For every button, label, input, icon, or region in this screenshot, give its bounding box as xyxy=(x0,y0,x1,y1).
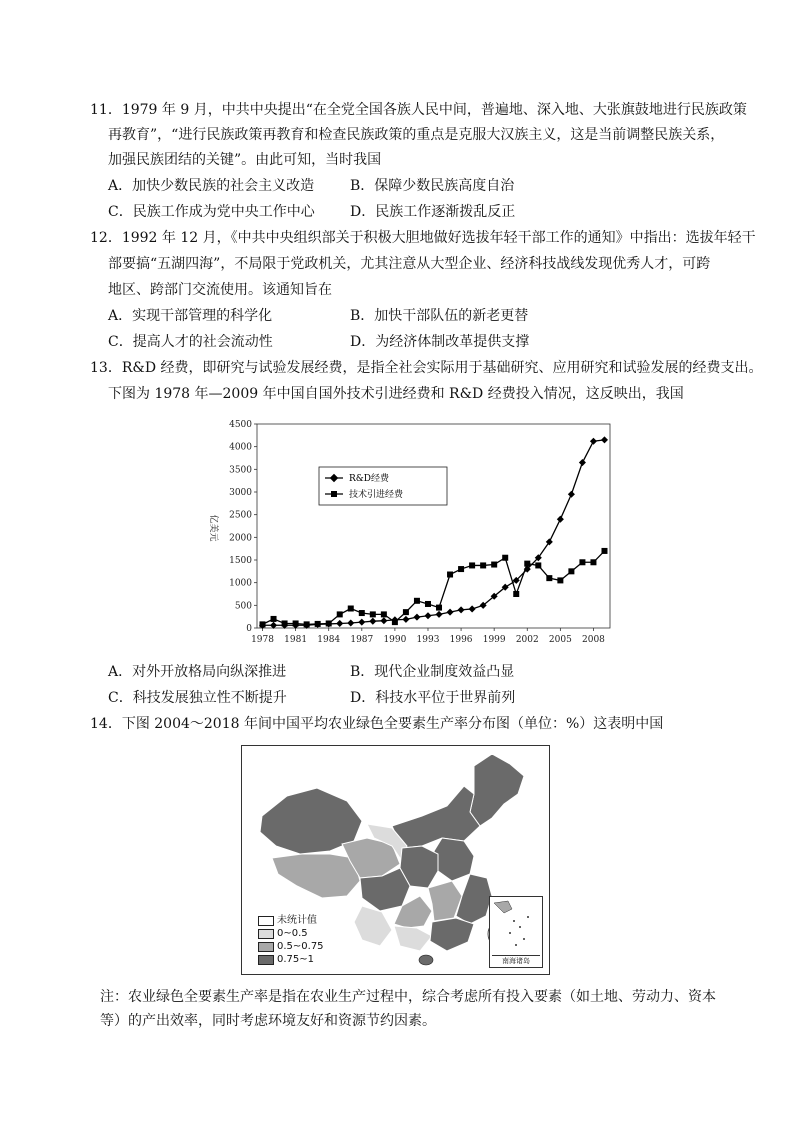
tech-point xyxy=(535,562,541,568)
rd-point xyxy=(458,606,465,613)
legend-label-2: 0.5~0.75 xyxy=(277,941,324,952)
rd-point xyxy=(413,614,420,621)
tech-point xyxy=(546,575,552,581)
tech-point xyxy=(403,609,409,615)
region-east-coast xyxy=(456,874,492,924)
q11-stem-line3: 加强民族团结的关键”。由此可知，当时我国 xyxy=(108,152,382,168)
tech-point xyxy=(282,620,288,626)
q14-note-line1: 注：农业绿色全要素生产率是指在农业生产过程中，综合考虑所有投入要素（如土地、劳动力、资本 xyxy=(100,989,716,1005)
chart-legend xyxy=(319,467,447,505)
tech-point xyxy=(579,559,585,565)
rd-chart xyxy=(195,410,625,655)
tech-point xyxy=(304,621,310,627)
inset-label: 南海诸岛 xyxy=(492,955,540,966)
x-tick-label: 1984 xyxy=(317,635,341,645)
x-tick-label: 1987 xyxy=(350,635,374,645)
legend-swatch-3 xyxy=(258,955,274,965)
rd-point xyxy=(435,611,442,618)
rd-point xyxy=(601,436,608,443)
tech-point xyxy=(293,620,299,626)
region-guangdong xyxy=(430,918,474,951)
china-map xyxy=(241,745,550,975)
tech-point xyxy=(568,568,574,574)
rd-point xyxy=(579,459,586,466)
region-northeast xyxy=(470,754,524,826)
tech-point xyxy=(524,561,530,567)
region-inner-mongolia xyxy=(392,786,480,848)
y-tick-label: 4500 xyxy=(229,420,252,430)
x-tick-label: 2008 xyxy=(582,635,605,645)
rd-chart-svg xyxy=(195,410,625,655)
x-tick-label: 1999 xyxy=(482,635,506,645)
y-tick-label: 2500 xyxy=(229,510,252,521)
rd-point xyxy=(402,616,409,623)
q12-option-c: C．提高人才的社会流动性 xyxy=(108,334,273,350)
tech-point xyxy=(590,559,596,565)
x-tick-label: 1981 xyxy=(284,635,308,645)
region-hainan xyxy=(419,955,433,965)
inset-svg xyxy=(490,897,542,955)
legend-tech: 技术引进经费 xyxy=(349,490,404,500)
y-axis-label: 亿美元 xyxy=(208,514,218,542)
tech-point xyxy=(601,548,607,554)
tech-point xyxy=(425,601,431,607)
tech-point xyxy=(513,591,519,597)
x-tick-label: 1978 xyxy=(251,635,274,645)
q11-stem-line1: 11．1979 年 9 月，中共中央提出“在全党全国各族人民中间，普遍地、深入地、大张旗鼓地进行民族政策 xyxy=(90,102,747,118)
y-tick-label: 3000 xyxy=(229,488,252,498)
y-tick-label: 1500 xyxy=(229,556,252,566)
x-tick-label: 2005 xyxy=(548,635,572,645)
y-tick-label: 1000 xyxy=(229,578,252,589)
legend-swatch-1 xyxy=(258,929,274,939)
legend-swatch-2 xyxy=(258,942,274,952)
rd-point xyxy=(347,619,354,626)
legend-label-1: 0~0.5 xyxy=(277,928,308,939)
legend-rd: R&D经费 xyxy=(349,474,390,484)
y-tick-label: 500 xyxy=(234,601,252,612)
y-tick-label: 2000 xyxy=(229,533,252,544)
legend-row-high xyxy=(258,953,324,966)
tech-point xyxy=(348,606,354,612)
q13-option-d: D．科技水平位于世界前列 xyxy=(350,690,516,706)
region-yunnan xyxy=(354,906,392,946)
south-china-sea-inset xyxy=(489,896,543,968)
tech-point xyxy=(491,562,497,568)
rd-point xyxy=(380,617,387,624)
q11-option-b: B．保障少数民族高度自治 xyxy=(350,178,515,194)
rd-point xyxy=(557,516,564,523)
tech-point xyxy=(557,577,563,583)
q11-option-d: D．民族工作逐渐拨乱反正 xyxy=(350,204,516,220)
q12-stem-line1: 12．1992 年 12 月，《中共中央组织部关于积极大胆地做好选拔年轻干部工作的通知》中指出：选拔年轻干 xyxy=(90,230,756,246)
rd-point xyxy=(358,619,365,626)
tech-point xyxy=(370,611,376,617)
q13-stem-line1: 13．R&D 经费，即研究与试验发展经费，是指全社会实际用于基础研究、应用研究和试验发展的经费支出。 xyxy=(90,360,763,376)
tech-point xyxy=(392,619,398,625)
rd-point xyxy=(590,438,597,445)
tech-point xyxy=(469,562,475,568)
series-tech-line xyxy=(263,551,605,624)
legend-swatch-0 xyxy=(258,916,274,926)
legend-label-0: 未统计值 xyxy=(277,915,317,926)
tech-point xyxy=(337,611,343,617)
tech-point xyxy=(260,621,266,627)
rd-point xyxy=(568,491,575,498)
y-tick-label: 3500 xyxy=(229,465,252,476)
rd-point xyxy=(336,620,343,627)
rd-point xyxy=(447,609,454,616)
y-tick-label: 0 xyxy=(246,624,252,634)
tech-point xyxy=(502,555,508,561)
region-north-china xyxy=(434,838,474,881)
legend-label-3: 0.75~1 xyxy=(277,954,315,965)
q11-stem-line2: 再教育”，“进行民族政策再教育和检查民族政策的重点是克服大汉族主义，这是当前调整民族关系， xyxy=(108,127,725,143)
q11-option-c: C．民族工作成为党中央工作中心 xyxy=(108,204,315,220)
legend-square-marker xyxy=(331,491,337,497)
q13-option-a: A．对外开放格局向纵深推进 xyxy=(108,664,287,680)
tech-point xyxy=(359,610,365,616)
q12-option-d: D．为经济体制改革提供支撑 xyxy=(350,334,530,350)
q14-note-line2: 等）的产出效率，同时考虑环境友好和资源节约因素。 xyxy=(100,1013,436,1029)
rd-point xyxy=(424,612,431,619)
legend-row-low xyxy=(258,927,324,940)
tech-point xyxy=(271,616,277,622)
q12-stem-line2: 部要搞“五湖四海”，不局限于党政机关，尤其注意从大型企业、经济科技战线发现优秀人才，可跨 xyxy=(108,256,711,272)
legend-row-unstat xyxy=(258,914,324,927)
tech-point xyxy=(480,562,486,568)
q12-stem-line3: 地区、跨部门交流使用。该通知旨在 xyxy=(108,282,332,298)
tech-point xyxy=(414,598,420,604)
x-tick-label: 1990 xyxy=(383,635,407,645)
tech-point xyxy=(381,611,387,617)
rd-point xyxy=(369,618,376,625)
q12-option-a: A．实现干部管理的科学化 xyxy=(108,308,273,324)
region-tibet xyxy=(272,854,360,898)
x-tick-label: 2002 xyxy=(515,635,539,645)
q13-option-c: C．科技发展独立性不断提升 xyxy=(108,690,287,706)
tech-point xyxy=(326,620,332,626)
x-tick-label: 1993 xyxy=(416,635,440,645)
region-guangxi xyxy=(394,926,432,951)
x-tick-label: 1996 xyxy=(449,635,473,645)
tech-point xyxy=(447,572,453,578)
q12-option-b: B．加快干部队伍的新老更替 xyxy=(350,308,529,324)
tech-point xyxy=(458,566,464,572)
q13-stem-line2: 下图为 1978 年—2009 年中国自国外技术引进经费和 R&D 经费投入情况，这反映出，我国 xyxy=(108,386,684,402)
y-tick-label: 4000 xyxy=(229,442,252,453)
tech-point xyxy=(436,605,442,611)
q13-option-b: B．现代企业制度效益凸显 xyxy=(350,664,515,680)
rd-point xyxy=(469,605,476,612)
map-legend xyxy=(258,914,324,966)
q14-stem: 14．下图 2004～2018 年间中国平均农业绿色全要素生产率分布图（单位：%）这表明中国 xyxy=(90,716,664,732)
q11-option-a: A．加快少数民族的社会主义改造 xyxy=(108,178,315,194)
legend-row-mid xyxy=(258,940,324,953)
tech-point xyxy=(315,621,321,627)
